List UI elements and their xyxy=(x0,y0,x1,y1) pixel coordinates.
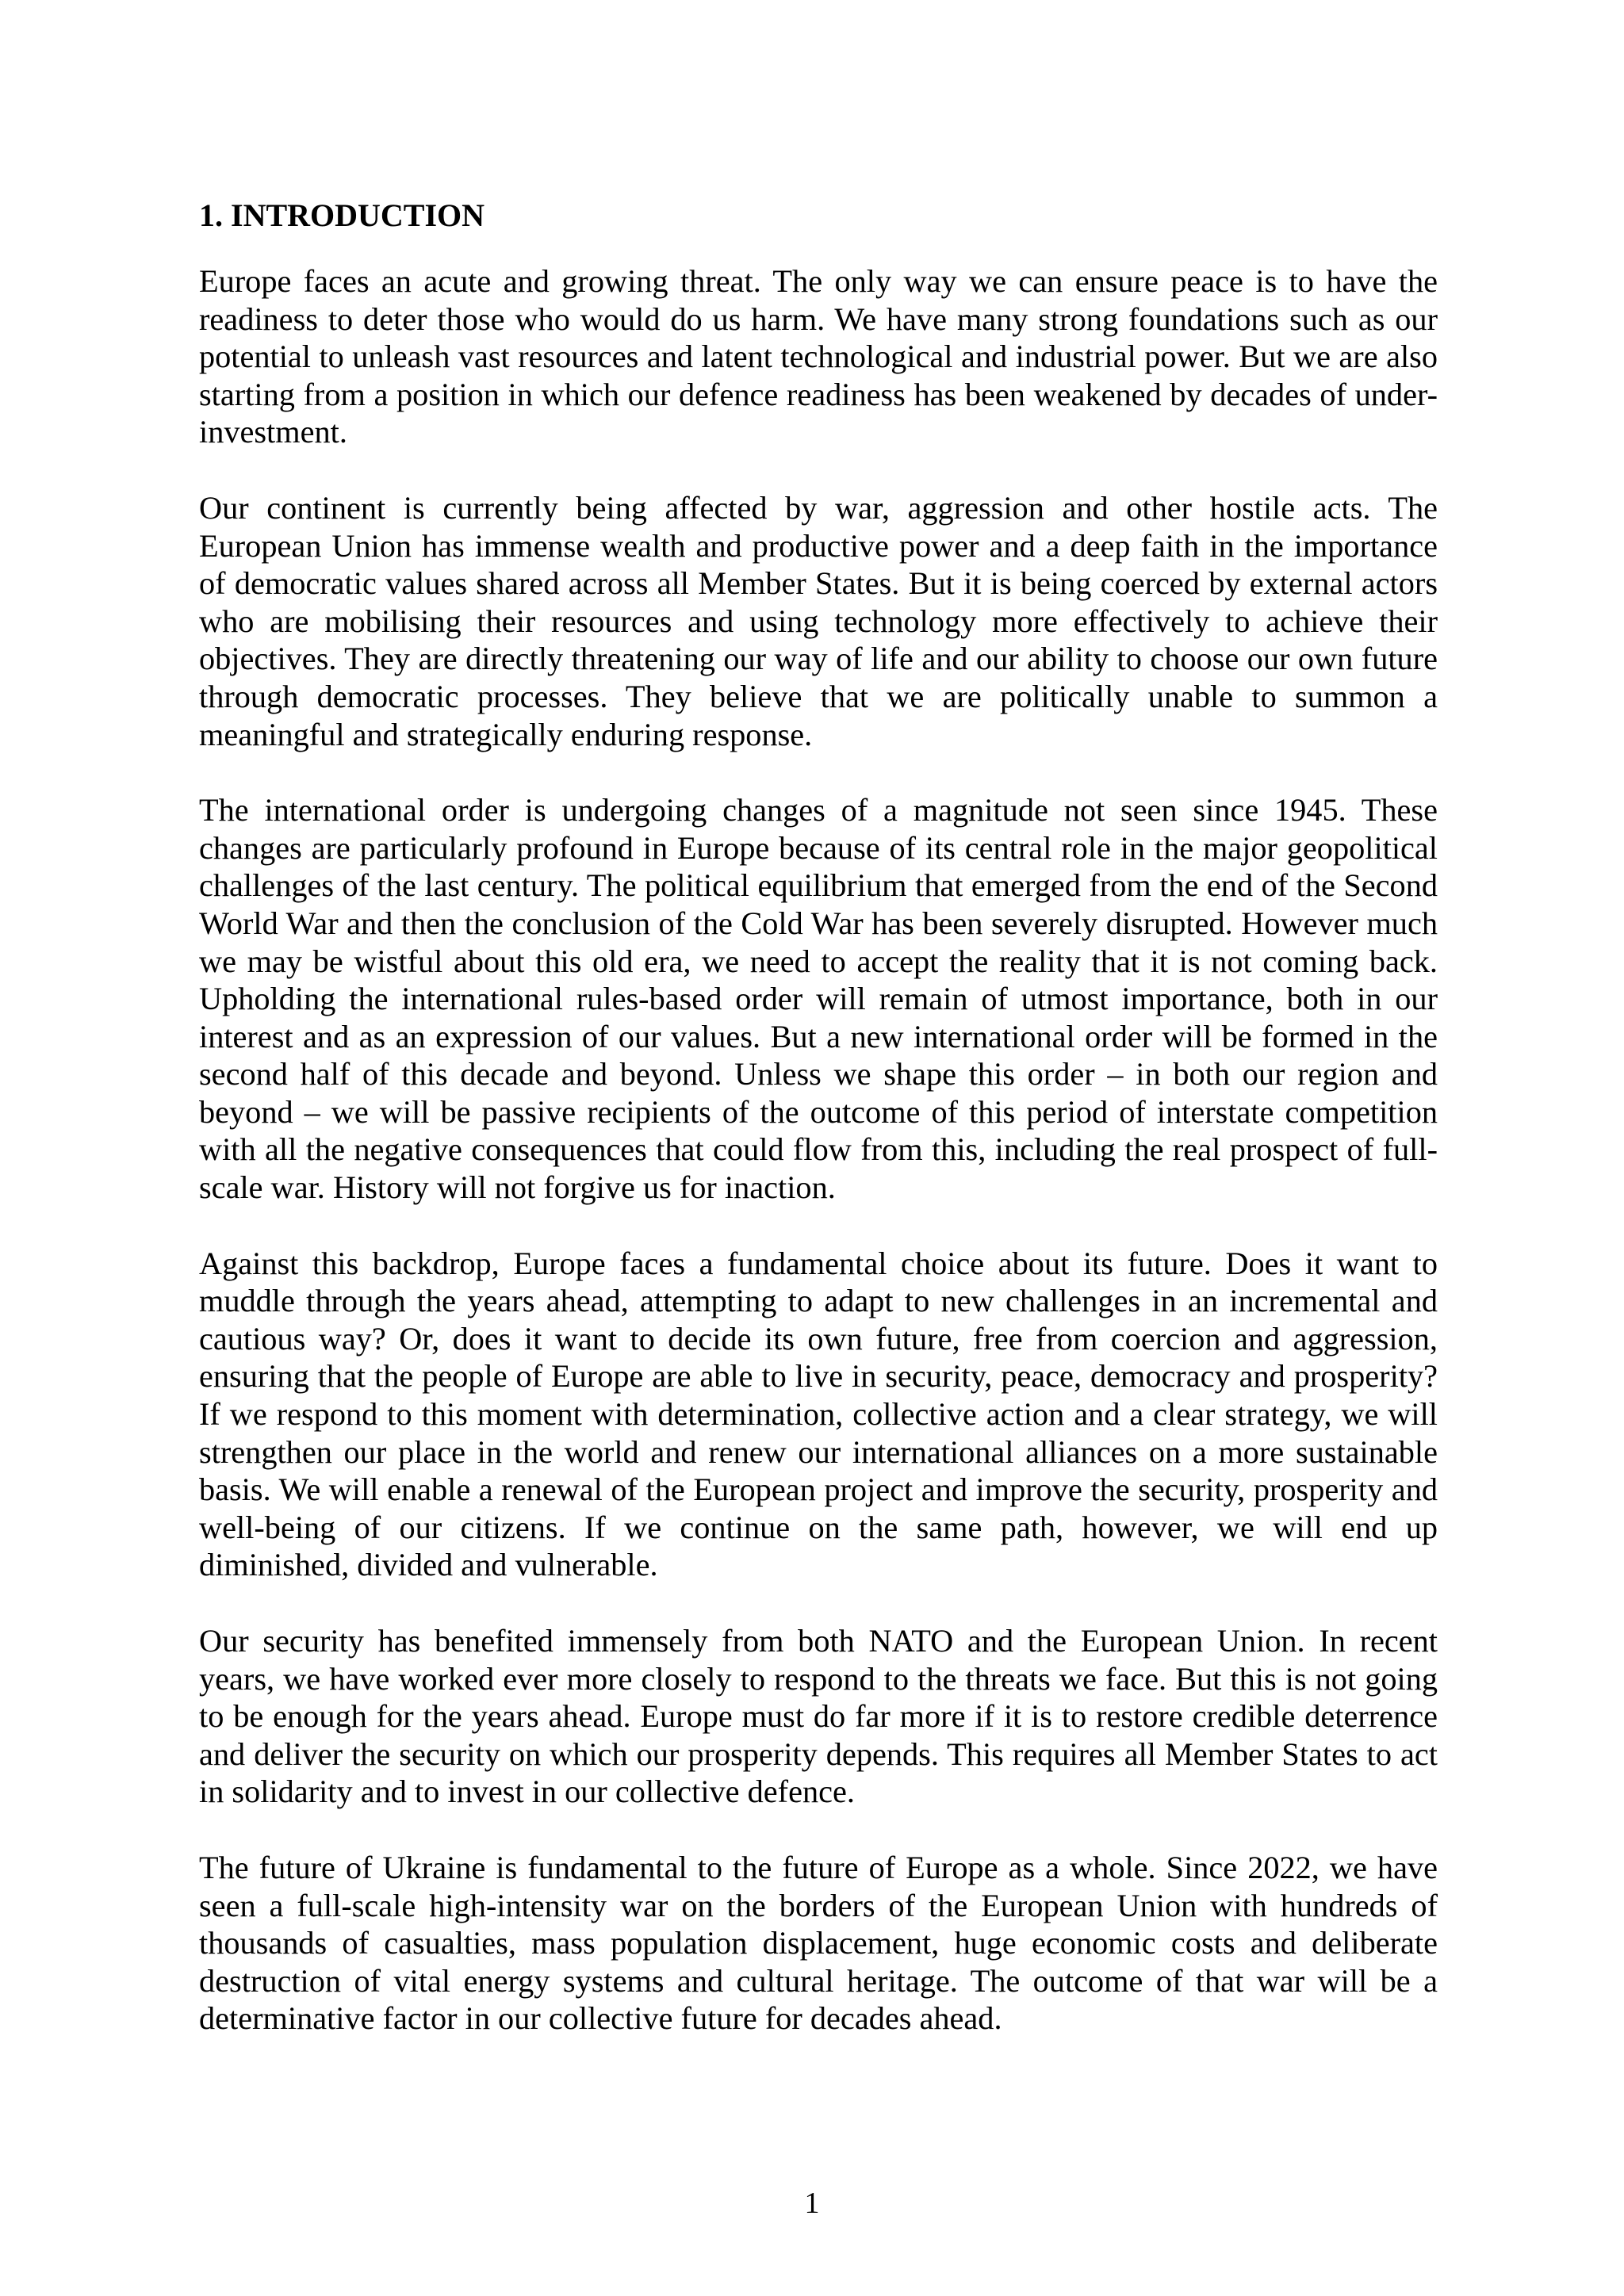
paragraph-1: Europe faces an acute and growing threat. The only way we can ensure peace is to have the readiness to deter those who would do us harm. We have many strong foundations such as our potential to unleash vast resources and latent technological and industrial power. But we are also starting from a position in which our defence readiness has been weakened by decades of under-investment. xyxy=(199,263,1438,450)
page-number: 1 xyxy=(804,2187,820,2220)
paragraph-5: Our security has benefited immensely from both NATO and the European Union. In recent years, we have worked ever more closely to respond to the threats we face. But this is not going to be enough for the years ahead. Europe must do far more if it is to restore credible deterrence and deliver the security on which our prosperity depends. This requires all Member States to act in solidarity and to invest in our collective defence. xyxy=(199,1623,1438,1810)
paragraph-6: The future of Ukraine is fundamental to the future of Europe as a whole. Since 2022, we have seen a full-scale high-intensity war on the borders of the European Union with hundreds of thousands of casualties, mass population displacement, huge economic costs and deliberate destruction of vital energy systems and cultural heritage. The outcome of that war will be a determinative factor in our collective future for decades ahead. xyxy=(199,1849,1438,2037)
paragraph-2: Our continent is currently being affected by war, aggression and other hostile acts. The European Union has immense wealth and productive power and a deep faith in the importance of democratic values shared across all Member States. But it is being coerced by external actors who are mobilising their resources and using technology more effectively to achieve their objectives. They are directly threatening our way of life and our ability to choose our own future through democratic processes. They believe that we are politically unable to summon a meaningful and strategically enduring response. xyxy=(199,489,1438,752)
section-heading: 1. INTRODUCTION xyxy=(199,197,485,233)
paragraph-4: Against this backdrop, Europe faces a fundamental choice about its future. Does it want to muddle through the years ahead, attempting to adapt to new challenges in an incremental and cautious way? Or, does it want to decide its own future, free from coercion and aggression, ensuring that the people of Europe are able to live in security, peace, democracy and prosperity? If we respond to this moment with determination, collective action and a clear strategy, we will strengthen our place in the world and renew our international alliances on a more sustainable basis. We will enable a renewal of the European project and improve the security, prosperity and well-being of our citizens. If we continue on the same path, however, we will end up diminished, divided and vulnerable. xyxy=(199,1245,1438,1583)
page-content xyxy=(199,197,1438,2076)
paragraph-3: The international order is undergoing changes of a magnitude not seen since 1945. These changes are particularly profound in Europe because of its central role in the major geopolitical challenges of the last century. The political equilibrium that emerged from the end of the Second World War and then the conclusion of the Cold War has been severely disrupted. However much we may be wistful about this old era, we need to accept the reality that it is not coming back. Upholding the international rules-based order will remain of utmost importance, both in our interest and as an expression of our values. But a new international order will be formed in the second half of this decade and beyond. Unless we shape this order – in both our region and beyond – we will be passive recipients of the outcome of this period of interstate competition with all the negative consequences that could flow from this, including the real prospect of full-scale war. History will not forgive us for inaction. xyxy=(199,792,1438,1206)
